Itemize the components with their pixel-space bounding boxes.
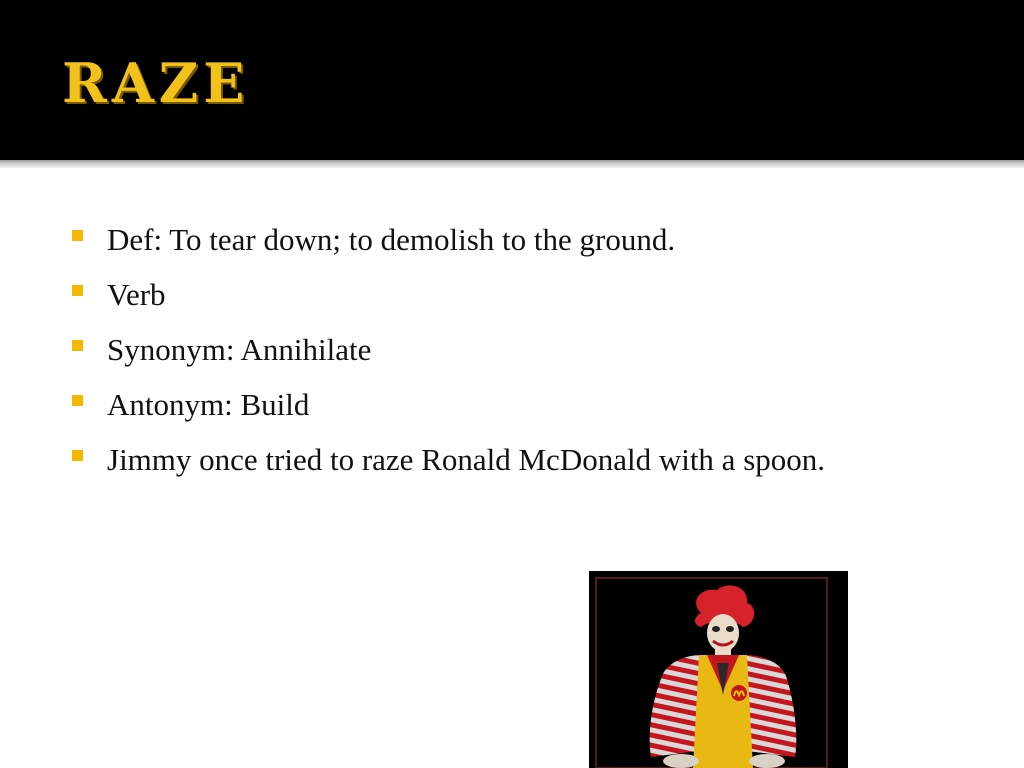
bullet-text: Synonym: Annihilate — [107, 331, 372, 367]
bullet-text: Def: To tear down; to demolish to the ground. — [107, 221, 676, 257]
bullet-item-example — [72, 432, 825, 487]
bullet-list — [72, 212, 825, 487]
clown-figure-illustration — [589, 571, 848, 768]
title-divider — [0, 160, 1024, 168]
bullet-item-definition — [72, 212, 825, 267]
bullet-text: Verb — [107, 276, 166, 312]
bullet-square-icon — [72, 285, 83, 296]
bullet-item-part-of-speech — [72, 267, 825, 322]
slide-title: RAZE — [62, 51, 250, 115]
bullet-item-synonym — [72, 322, 825, 377]
joker-ronald-mcdonald-photo — [589, 571, 848, 768]
bullet-item-antonym — [72, 377, 825, 432]
bullet-square-icon — [72, 395, 83, 406]
bullet-square-icon — [72, 450, 83, 461]
bullet-text: Jimmy once tried to raze Ronald McDonald with a spoon. — [107, 441, 826, 477]
bullet-square-icon — [72, 340, 83, 351]
bullet-square-icon — [72, 230, 83, 241]
bullet-text: Antonym: Build — [107, 386, 310, 422]
